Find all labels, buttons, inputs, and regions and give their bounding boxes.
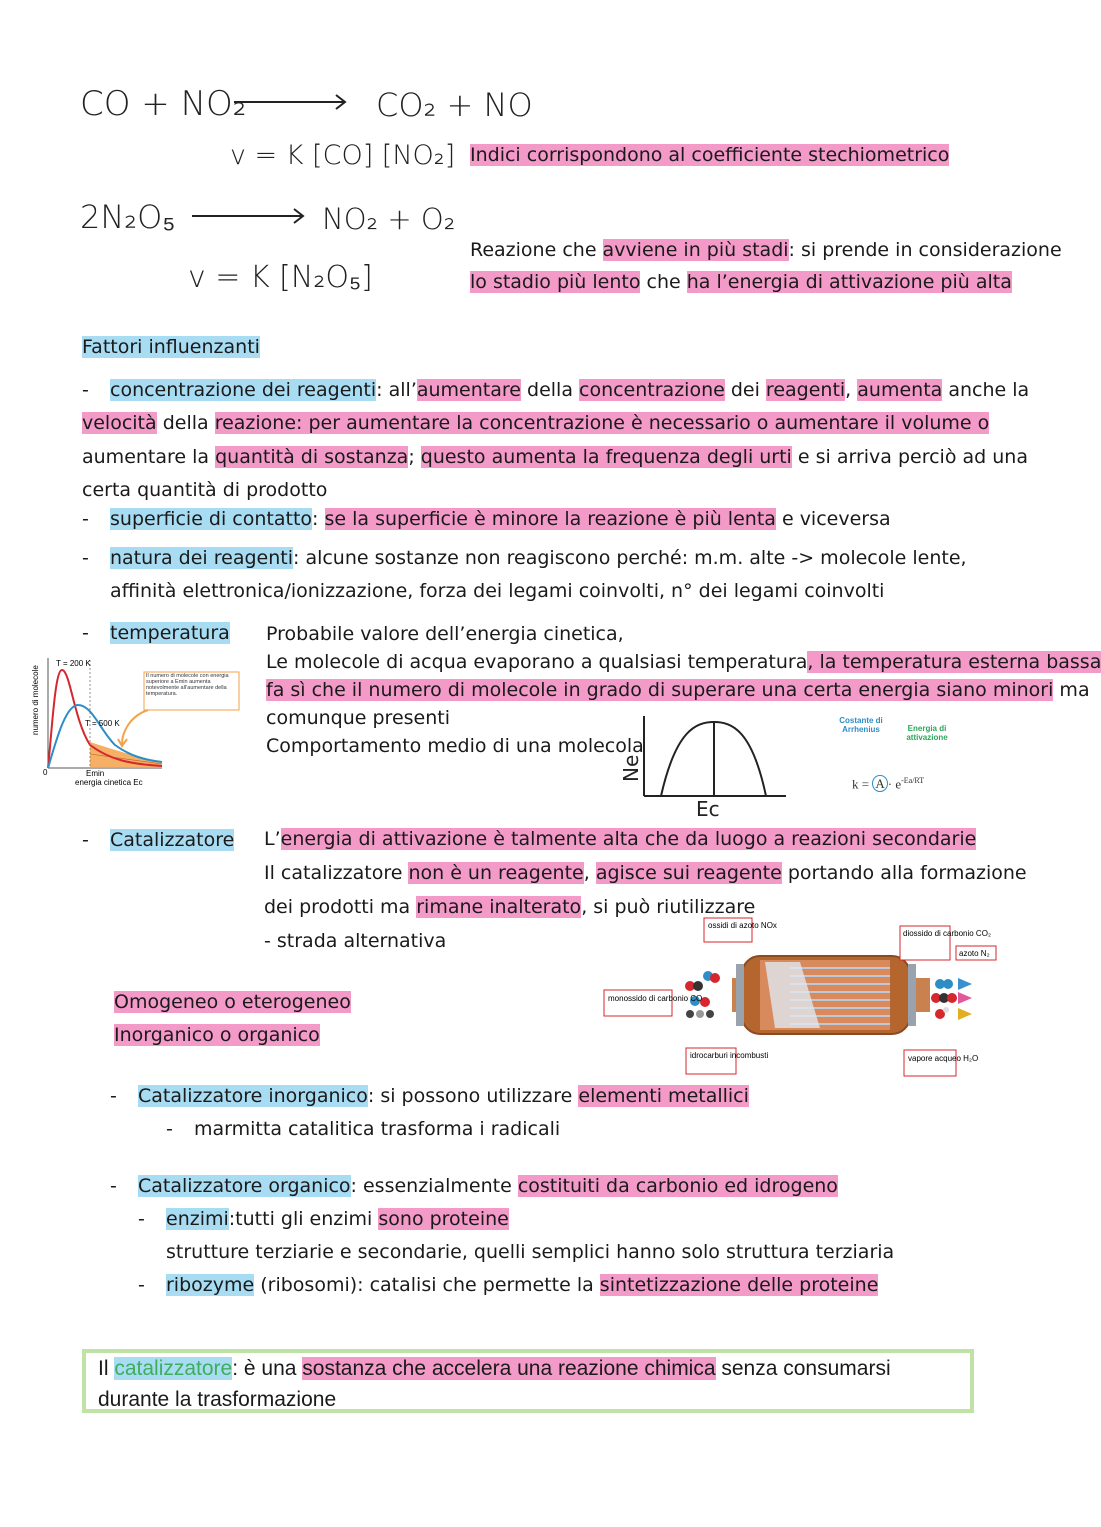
converter-out2: azoto N₂	[959, 949, 990, 958]
maxwell-emin: Emin	[86, 769, 105, 778]
arrhenius-k: k =	[852, 776, 870, 792]
reaction-arrow-2	[190, 206, 308, 226]
arrhenius-formula	[838, 714, 958, 794]
catalytic-converter-figure	[600, 916, 1000, 1078]
equation-2-rate-law: v = K [N₂O₅]	[188, 260, 373, 295]
converter-in2: ossidi di azoto NOx	[708, 921, 777, 930]
note-stadi: Reazione che avviene in più stadi: si prende in considerazione lo stadio più lento che ha l’energia di attivazione più alta	[470, 239, 1062, 293]
factor-natura: - natura dei reagenti: alcune sostanze non reagiscono perché: m.m. alte -> molecole lente, affinità elettronica/ionizzazione, forza dei legami coinvolti, n° dei legami coinvolti	[82, 547, 967, 602]
factor-catalizzatore-label: - Catalizzatore	[82, 829, 235, 851]
arrhenius-label-a: Costante di Arrhenius	[839, 716, 883, 734]
equation-1-products: CO₂ + NO	[376, 86, 533, 124]
reaction-arrow-1	[232, 92, 350, 112]
equation-1-rate-law: v = K [CO] [NO₂]	[230, 140, 456, 171]
maxwell-zero: 0	[43, 768, 48, 777]
converter-out3: vapore acqueo H₂O	[908, 1054, 979, 1063]
maxwell-label-t500: T = 500 K	[85, 719, 120, 728]
maxwell-distribution-figure	[30, 650, 245, 795]
arrhenius-a: A	[872, 775, 887, 792]
energy-distribution-sketch	[616, 710, 792, 822]
arrhenius-label-b: Energia di attivazione	[906, 724, 948, 742]
sketch-ylabel: Ne	[619, 754, 643, 782]
catalizzatore-inorganico: - Catalizzatore inorganico: si possono utilizzare elementi metallici - marmitta catalitica trasforma i radicali	[110, 1085, 749, 1140]
definition-box: Il catalizzatore: è una sostanza che accelera una reazione chimica senza consumarsi durante la trasformazione	[82, 1349, 974, 1413]
arrhenius-exp: -Ea/RT	[901, 776, 925, 785]
maxwell-xlabel: energia cinetica Ec	[75, 778, 143, 787]
converter-in3: idrocarburi incombusti	[690, 1051, 769, 1060]
maxwell-note: Il numero di molecole con energia superiore a Emin aumenta notevolmente all’aumentare della temperatura.	[146, 673, 229, 697]
arrhenius-e: · e	[887, 776, 902, 792]
converter-in1: monossido di carbonio CO	[608, 994, 703, 1003]
tipi-catalizzatori: Omogeneo o eterogeneo Inorganico o organico	[114, 991, 351, 1046]
factor-concentrazione: - concentrazione dei reagenti: all’aumentare della concentrazione dei reagenti, aumenta anche la velocità della reazione: per aumentare la concentrazione è necessario o aumentare il volume o aumentare la quantità di sostanza; questo aumenta la frequenza degli urti e si arriva perciò ad una certa quantità di prodotto	[82, 379, 1030, 501]
section-title-fattori: Fattori influenzanti	[82, 336, 260, 358]
note-indici: Indici corrispondono al coefficiente stechiometrico	[470, 144, 950, 166]
equation-2-products: NO₂ + O₂	[322, 202, 456, 236]
equation-2-reagents: 2N₂O₅	[80, 198, 176, 236]
factor-temperatura-label: - temperatura	[82, 622, 230, 644]
factor-temperatura-text: Probabile valore dell’energia cinetica, Le molecole di acqua evaporano a qualsiasi temperatura, la temperatura esterna bassa fa sì che il numero di molecole in grado di superare una certa energia siano minori ma comunque presenti Comportamento medio di una molecola	[266, 623, 1101, 757]
factor-superficie: - superficie di contatto: se la superficie è minore la reazione è più lenta e viceversa	[82, 508, 891, 530]
catalizzatore-organico: - Catalizzatore organico: essenzialmente costituiti da carbonio ed idrogeno - enzimi:tutti gli enzimi sono proteine strutture terziarie e secondarie, quelli semplici hanno solo struttura terziaria - ribozyme (ribosomi): catalisi che permette la sintetizzazione delle proteine	[110, 1175, 895, 1296]
maxwell-label-t200: T = 200 K	[56, 659, 91, 668]
equation-1-reagents: CO + NO₂	[80, 84, 247, 124]
sketch-xlabel: Ec	[696, 797, 720, 821]
maxwell-ylabel: numero di molecole	[31, 665, 40, 735]
factor-catalizzatore-text: L’energia di attivazione è talmente alta che da luogo a reazioni secondarie Il catalizzatore non è un reagente, agisce sui reagente portando alla formazione dei prodotti ma rimane inalterato, si può riutilizzare - strada alternativa	[264, 828, 1027, 952]
converter-out1: diossido di carbonio CO₂	[903, 929, 992, 938]
